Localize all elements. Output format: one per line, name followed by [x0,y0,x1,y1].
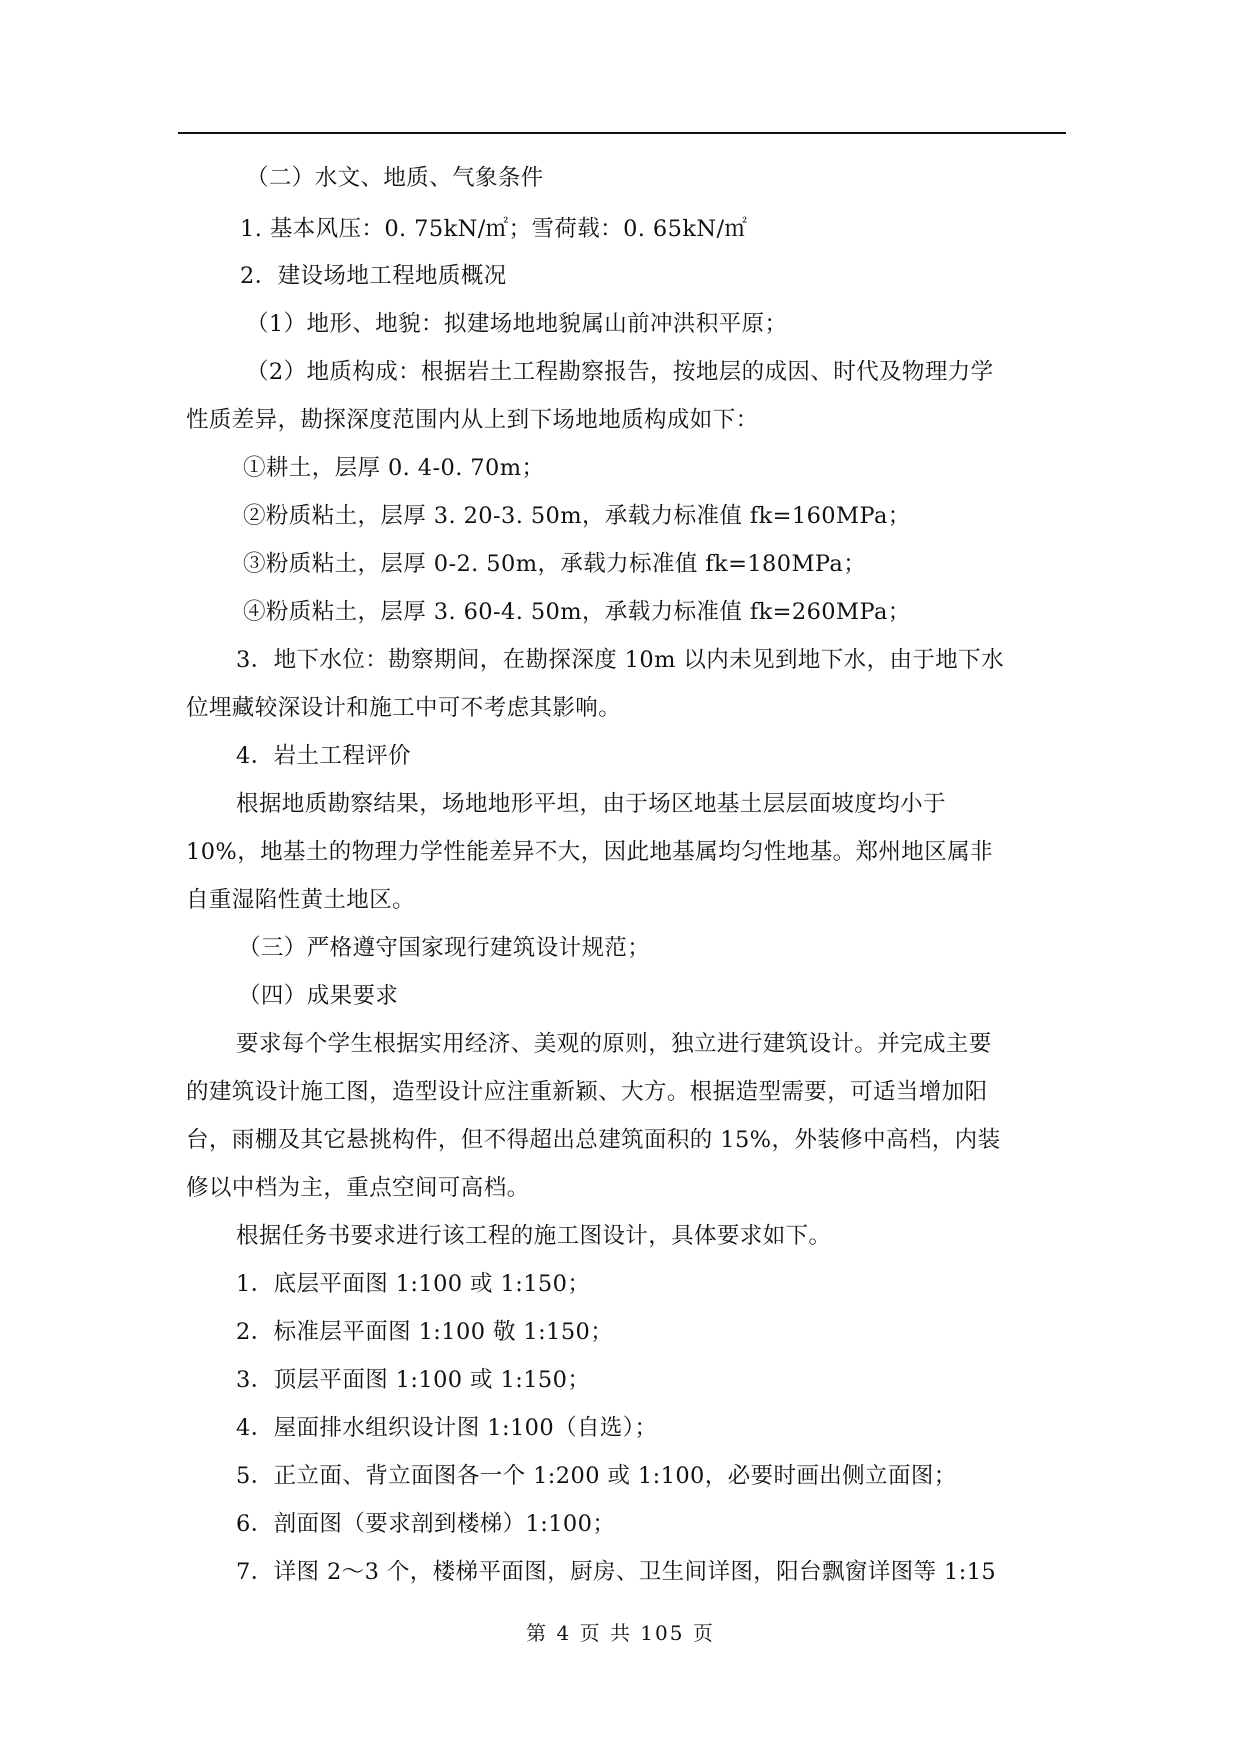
section-heading-deliverables: （四）成果要求 [238,983,399,1009]
drawing-item-6: 6．剖面图（要求剖到楼梯）1:100； [236,1511,616,1537]
layer-item-1: ①耕土，层厚 0. 4-0. 70m； [243,455,545,481]
item-wind-snow-load: 1. 基本风压：0. 75kN/㎡；雪荷载：0. 65kN/㎡ [240,216,748,242]
item-evaluation: 4．岩土工程评价 [236,743,412,769]
section-heading-hydrology: （二）水文、地质、气象条件 [246,165,544,191]
layer-item-3: ③粉质粘土，层厚 0-2. 50m，承载力标准值 fk=180MPa； [243,551,867,577]
item-terrain: （1）地形、地貌：拟建场地地貌属山前冲洪积平原； [246,311,788,337]
paragraph-requirements: 要求每个学生根据实用经济、美观的原则，独立进行建筑设计。并完成主要 [236,1031,992,1057]
paragraph-continuation: 修以中档为主，重点空间可高档。 [186,1175,530,1201]
page-footer: 第 4 页 共 105 页 [526,1621,715,1645]
drawing-item-7: 7．详图 2～3 个，楼梯平面图，厨房、卫生间详图，阳台飘窗详图等 1:15 [236,1559,997,1585]
paragraph-continuation: 性质差异，勘探深度范围内从上到下场地地质构成如下： [186,407,759,433]
paragraph-evaluation: 根据地质勘察结果，场地地形平坦，由于场区地基土层层面坡度均小于 [236,791,946,817]
drawing-item-2: 2．标准层平面图 1:100 敬 1:150； [236,1319,614,1345]
item-groundwater: 3．地下水位：勘察期间，在勘探深度 10m 以内未见到地下水，由于地下水 [236,647,1004,673]
drawing-item-5: 5．正立面、背立面图各一个 1:200 或 1:100，必要时画出侧立面图； [236,1463,957,1489]
paragraph-continuation: 的建筑设计施工图，造型设计应注重新颖、大方。根据造型需要，可适当增加阳 [186,1079,988,1105]
paragraph-task: 根据任务书要求进行该工程的施工图设计，具体要求如下。 [236,1223,832,1249]
layer-item-4: ④粉质粘土，层厚 3. 60-4. 50m，承载力标准值 fk=260MPa； [243,599,911,625]
paragraph-continuation: 台，雨棚及其它悬挑构件，但不得超出总建筑面积的 15%，外装修中高档，内装 [186,1127,1001,1153]
paragraph-continuation: 10%，地基土的物理力学性能差异不大，因此地基属均匀性地基。郑州地区属非 [186,839,993,865]
item-site-geology: 2．建设场地工程地质概况 [240,263,507,289]
layer-item-2: ②粉质粘土，层厚 3. 20-3. 50m，承载力标准值 fk=160MPa； [243,503,911,529]
section-heading-standards: （三）严格遵守国家现行建筑设计规范； [238,935,651,961]
item-geology-composition: （2）地质构成：根据岩土工程勘察报告，按地层的成因、时代及物理力学 [246,359,994,385]
paragraph-continuation: 位埋藏较深设计和施工中可不考虑其影响。 [186,695,622,721]
drawing-item-1: 1．底层平面图 1:100 或 1:150； [236,1271,591,1297]
drawing-item-4: 4．屋面排水组织设计图 1:100（自选）； [236,1415,658,1441]
drawing-item-3: 3．顶层平面图 1:100 或 1:150； [236,1367,591,1393]
paragraph-continuation: 自重湿陷性黄土地区。 [186,887,416,913]
